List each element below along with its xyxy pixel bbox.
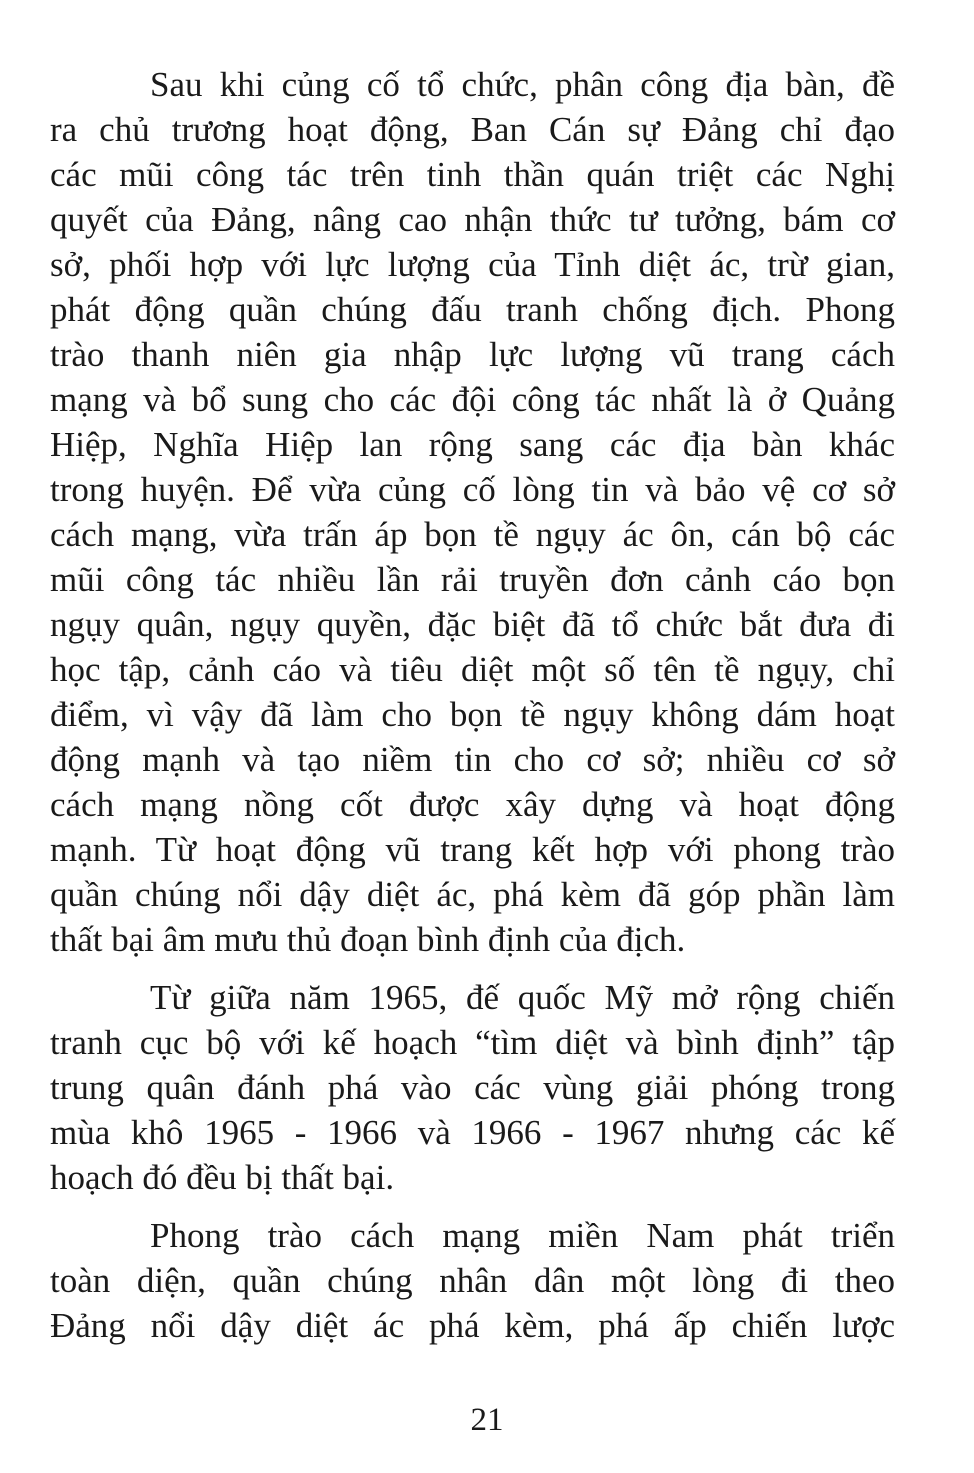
text-line: quần chúng nổi dậy diệt ác, phá kèm đã góp phần làm (50, 875, 895, 914)
text-line: trong huyện. Để vừa củng cố lòng tin và bảo vệ cơ sở (50, 470, 895, 509)
text-line: Sau khi củng cố tổ chức, phân công địa bàn, đề (150, 65, 895, 104)
text-line: Đảng nổi dậy diệt ác phá kèm, phá ấp chiến lược (50, 1306, 895, 1345)
text-line: thất bại âm mưu thủ đoạn bình định của địch. (50, 920, 686, 959)
text-line: cách mạng nồng cốt được xây dựng và hoạt động (50, 785, 895, 824)
text-line: mùa khô 1965 - 1966 và 1966 - 1967 nhưng các kế (50, 1113, 895, 1152)
text-line: mạnh. Từ hoạt động vũ trang kết hợp với phong trào (50, 830, 895, 869)
text-line: cách mạng, vừa trấn áp bọn tề ngụy ác ôn, cán bộ các (50, 515, 895, 554)
text-line: động mạnh và tạo niềm tin cho cơ sở; nhiều cơ sở (50, 740, 895, 779)
text-line: học tập, cảnh cáo và tiêu diệt một số tên tề ngụy, chỉ (50, 650, 895, 689)
text-line: mạng và bổ sung cho các đội công tác nhất là ở Quảng (50, 380, 895, 419)
text-line: Hiệp, Nghĩa Hiệp lan rộng sang các địa bàn khác (50, 425, 895, 464)
page-number: 21 (470, 1402, 504, 1438)
text-line: quyết của Đảng, nâng cao nhận thức tư tưởng, bám cơ (50, 200, 895, 239)
text-line: tranh cục bộ với kế hoạch “tìm diệt và bình định” tập (50, 1023, 895, 1062)
paragraph-3 (50, 1213, 895, 1348)
paragraph-2 (50, 975, 895, 1200)
text-line: phát động quần chúng đấu tranh chống địch. Phong (50, 290, 895, 329)
text-line: Phong trào cách mạng miền Nam phát triển (150, 1216, 895, 1255)
text-line: hoạch đó đều bị thất bại. (50, 1158, 395, 1197)
text-line: trào thanh niên gia nhập lực lượng vũ trang cách (50, 335, 895, 374)
text-line: Từ giữa năm 1965, đế quốc Mỹ mở rộng chiến (150, 978, 895, 1017)
text-line: ra chủ trương hoạt động, Ban Cán sự Đảng chỉ đạo (50, 110, 895, 149)
text-line: mũi công tác nhiều lần rải truyền đơn cảnh cáo bọn (50, 560, 895, 599)
text-line: ngụy quân, ngụy quyền, đặc biệt đã tổ chức bắt đưa đi (50, 605, 895, 644)
text-line: toàn diện, quần chúng nhân dân một lòng đi theo (50, 1261, 895, 1300)
paragraph-1 (50, 62, 895, 962)
text-line: điểm, vì vậy đã làm cho bọn tề ngụy không dám hoạt (50, 695, 895, 734)
text-line: sở, phối hợp với lực lượng của Tỉnh diệt ác, trừ gian, (50, 245, 895, 284)
text-line: trung quân đánh phá vào các vùng giải phóng trong (50, 1068, 895, 1107)
text-line: các mũi công tác trên tinh thần quán triệt các Nghị (50, 155, 895, 194)
